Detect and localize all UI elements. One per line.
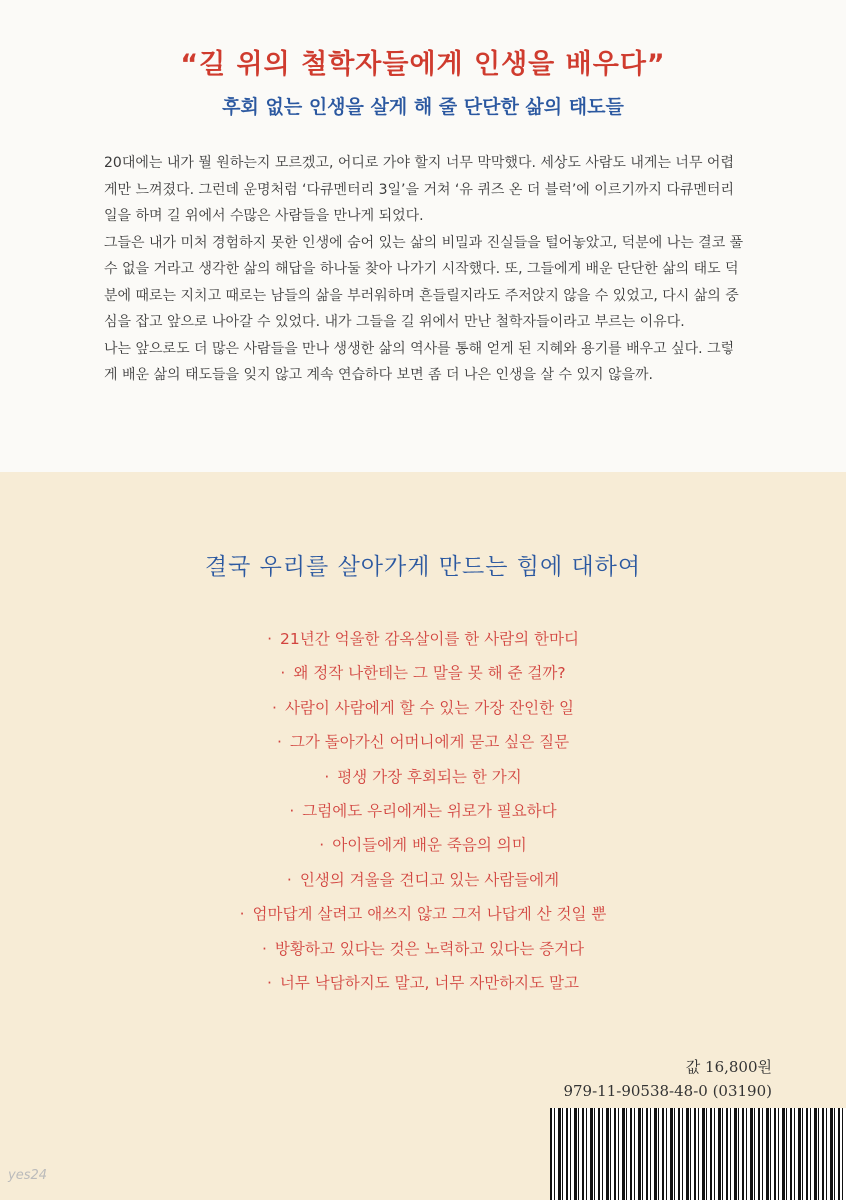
body-paragraph-2: 그들은 내가 미처 경험하지 못한 인생에 숨어 있는 삶의 비밀과 진실들을 털어놓았고, 덕분에 나는 결코 풀 수 없을 거라고 생각한 삶의 해답을 하나둘 찾아 나가기 시작했다. 또, 그들에게 배운 단단한 삶의 태도 덕분에 때로는 지치고 때로는 남들의 삶을 부러워하며 흔들릴지라도 주저앉지 않을 수 있었고, 다시 삶의 중심을 잡고 앞으로 나아갈 수 있었다. 내가 그들을 길 위에서 만난 철학자들이라고 부르는 이유다. [104,234,744,330]
quote-title: “길 위의 철학자들에게 인생을 배우다” [180,49,666,80]
list-item-text: 엄마답게 살려고 애쓰지 않고 그저 나답게 산 것일 뿐 [252,905,607,924]
list-item-text: 너무 낙담하지도 말고, 너무 자만하지도 말고 [279,973,579,992]
bullet-icon: · [267,630,273,648]
bullet-icon: · [266,973,272,992]
body-paragraph-3: 나는 앞으로도 더 많은 사람들을 만나 생생한 삶의 역사를 통해 얻게 된 지혜와 용기를 배우고 싶다. 그렇게 배운 삶의 태도들을 잊지 않고 계속 연습하다 보면 좀 더 나은 인생을 살 수 있지 않을까. [104,340,735,383]
list-item [0,966,846,1000]
list-item [0,794,846,828]
list-item-text: 그럼에도 우리에게는 위로가 필요하다 [302,801,557,820]
bullet-icon: · [289,801,295,820]
list-item [0,828,846,862]
list-item-text: 방황하고 있다는 것은 노력하고 있다는 증거다 [274,939,585,958]
isbn-label: 979-11-90538-48-0 (03190) [563,1082,772,1100]
list-item [0,725,846,759]
list-item-text: 평생 가장 후회되는 한 가지 [337,767,522,786]
barcode-image [550,1108,846,1200]
watermark-logo: yes24 [8,1168,48,1183]
list-item [0,656,846,690]
list-item-text: 왜 정작 나한테는 그 말을 못 해 준 걸까? [293,664,566,683]
toc-list [0,622,846,1000]
list-item [0,897,846,931]
section-heading: 결국 우리를 살아가게 만드는 힘에 대하여 [204,554,642,580]
bullet-icon: · [280,664,286,683]
list-item [0,863,846,897]
body-text [104,150,744,389]
list-item [0,932,846,966]
bullet-icon: · [286,870,292,889]
list-item-text: 사람이 사람에게 할 수 있는 가장 잔인한 일 [284,698,574,717]
body-paragraph-1: 20대에는 내가 뭘 원하는지 모르겠고, 어디로 가야 할지 너무 막막했다. 세상도 사람도 내게는 너무 어렵게만 느껴졌다. 그런데 운명처럼 ‘다큐멘터리 3일’을 거쳐 ‘유 퀴즈 온 더 블럭’에 이르기까지 다큐멘터리 일을 하며 길 위에서 수많은 사람들을 만나게 되었다. [104,155,734,224]
list-item-text: 인생의 겨울을 견디고 있는 사람들에게 [299,870,560,889]
bullet-icon: · [324,767,330,786]
list-item [0,622,846,656]
list-item-text: 21년간 억울한 감옥살이를 한 사람의 한마디 [280,630,579,648]
list-item-text: 그가 돌아가신 어머니에게 묻고 싶은 질문 [289,733,570,752]
bullet-icon: · [239,905,245,924]
bullet-icon: · [261,939,267,958]
list-item [0,760,846,794]
bullet-icon: · [276,733,282,752]
subtitle: 후회 없는 인생을 살게 해 줄 단단한 삶의 태도들 [222,96,624,118]
list-item-text: 아이들에게 배운 죽음의 의미 [332,836,527,855]
bullet-icon: · [319,836,325,855]
list-item [0,691,846,725]
price-label: 값 16,800원 [685,1058,772,1076]
bullet-icon: · [272,698,277,717]
